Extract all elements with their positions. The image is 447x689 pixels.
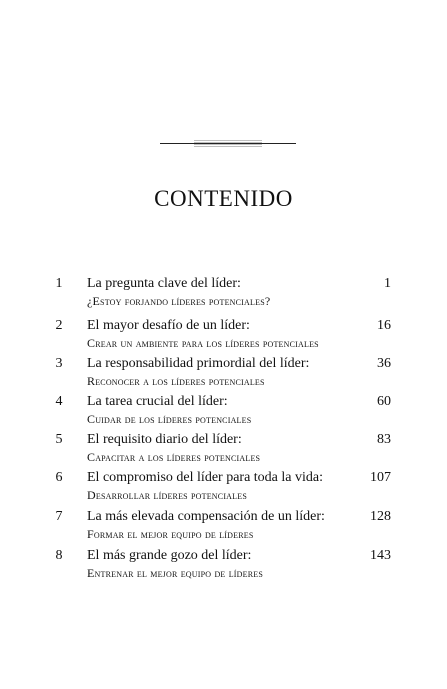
chapter-heading: La responsabilidad primordial del líder: [87,356,310,371]
page-number: 128 [370,509,391,524]
chapter-number: 1 [55,276,63,291]
chapter-subtitle: Reconocer a los líderes potenciales [87,374,265,388]
toc-entry[interactable] [0,469,447,509]
chapter-subtitle: Crear un ambiente para los líderes potenciales [87,336,319,350]
page-number: 107 [370,470,391,485]
page-number: 143 [370,548,391,563]
chapter-heading: El mayor desafío de un líder: [87,318,250,333]
chapter-subtitle: Formar el mejor equipo de líderes [87,527,254,541]
chapter-heading: El más grande gozo del líder: [87,548,252,563]
chapter-heading: La pregunta clave del líder: [87,276,241,291]
toc-entry[interactable] [0,393,447,433]
chapter-number: 4 [55,394,63,409]
chapter-number: 3 [55,356,63,371]
chapter-subtitle: Capacitar a los líderes potenciales [87,450,261,464]
chapter-number: 7 [55,509,63,524]
page-number: 83 [377,432,391,447]
chapter-number: 6 [55,470,63,485]
toc-entry[interactable] [0,317,447,357]
page-number: 1 [384,276,391,291]
toc-entry[interactable] [0,355,447,395]
chapter-subtitle: Entrenar el mejor equipo de líderes [87,566,263,580]
toc-entry[interactable] [0,508,447,548]
toc-entry[interactable] [0,431,447,471]
chapter-number: 8 [55,548,63,563]
page-number: 60 [377,394,391,409]
chapter-heading: El compromiso del líder para toda la vida: [87,470,323,485]
toc-entry[interactable] [0,275,447,315]
chapter-subtitle: ¿Estoy forjando líderes potenciales? [87,294,271,308]
page-number: 36 [377,356,391,371]
chapter-heading: La tarea crucial del líder: [87,394,228,409]
chapter-subtitle: Desarrollar líderes potenciales [87,488,247,502]
chapter-heading: El requisito diario del líder: [87,432,242,447]
chapter-heading: La más elevada compensación de un líder: [87,509,325,524]
toc-entry[interactable] [0,547,447,587]
chapter-subtitle: Cuidar de los líderes potenciales [87,412,252,426]
ornament-shading [194,140,262,147]
page-number: 16 [377,318,391,333]
chapter-number: 2 [55,318,63,333]
chapter-number: 5 [55,432,63,447]
decorative-rule-ornament [160,140,296,148]
page-title: CONTENIDO [154,186,293,211]
